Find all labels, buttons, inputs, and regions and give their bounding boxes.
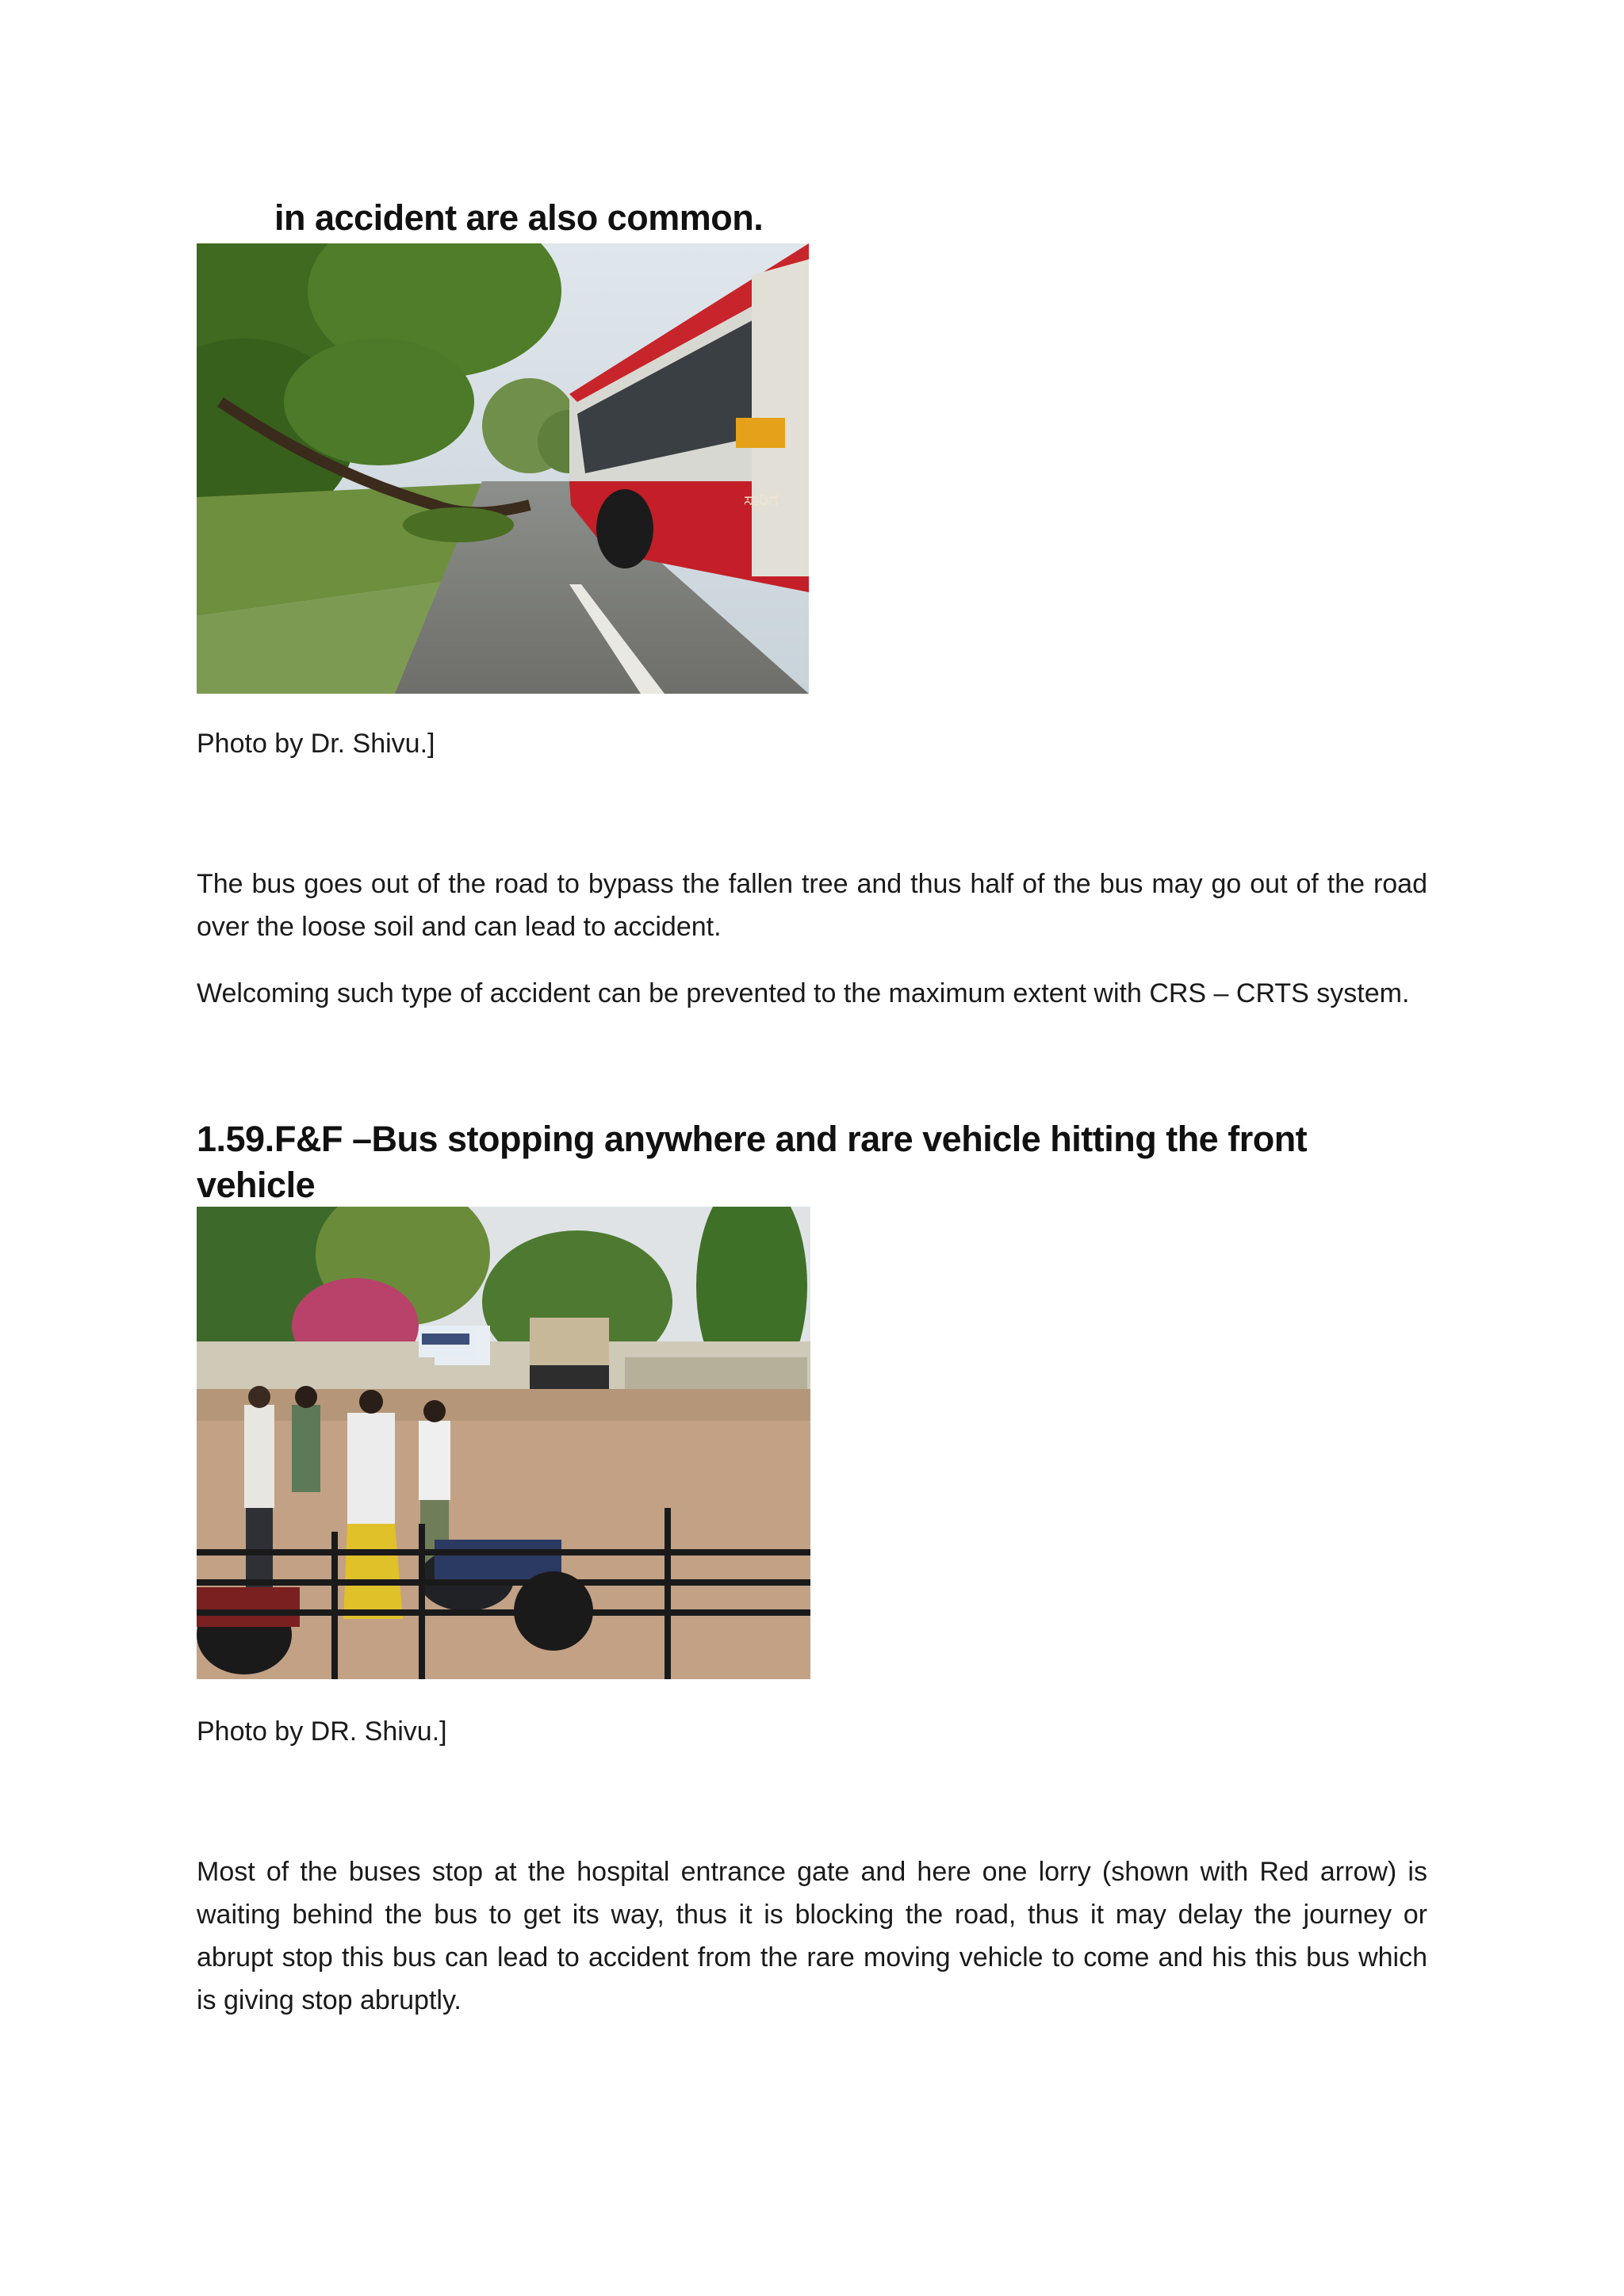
photo-hospital-entrance: [197, 1207, 810, 1679]
section-title-line1: F&F –Bus stopping anywhere and rare vehicle hitting the front vehicle: [197, 1119, 1308, 1205]
paragraph-1: The bus goes out of the road to bypass the fallen tree and thus half of the bus may go out of the road over the loose soil and can lead to accident.: [197, 869, 1427, 942]
photo2-caption: Photo by DR. Shivu.]: [197, 1716, 447, 1747]
bus-side-text: ಸಾರಿಗೆ: [744, 490, 779, 510]
section-heading-continuation: [274, 195, 763, 241]
paragraph-2: Welcoming such type of accident can be prevented to the maximum extent with CRS – CRTS system.: [197, 978, 1410, 1008]
photo-hospital-entrance-image: [197, 1207, 810, 1679]
photo1-caption: Photo by Dr. Shivu.]: [197, 729, 435, 759]
paragraph-3: Most of the buses stop at the hospital entrance gate and here one lorry (shown with Red arrow) is waiting behind the bus to get its way, thus it is blocking the road, thus it may delay the journey or abrupt stop this bus can lead to accident from the rare moving vehicle to come and his this bus which is giving stop abruptly.: [197, 1857, 1427, 2015]
photo-bus-fallen-tree-image: [197, 243, 809, 694]
photo-bus-fallen-tree: [197, 243, 809, 694]
section-number: 1.59.: [197, 1119, 274, 1159]
heading-text: in accident are also common.: [274, 197, 764, 238]
